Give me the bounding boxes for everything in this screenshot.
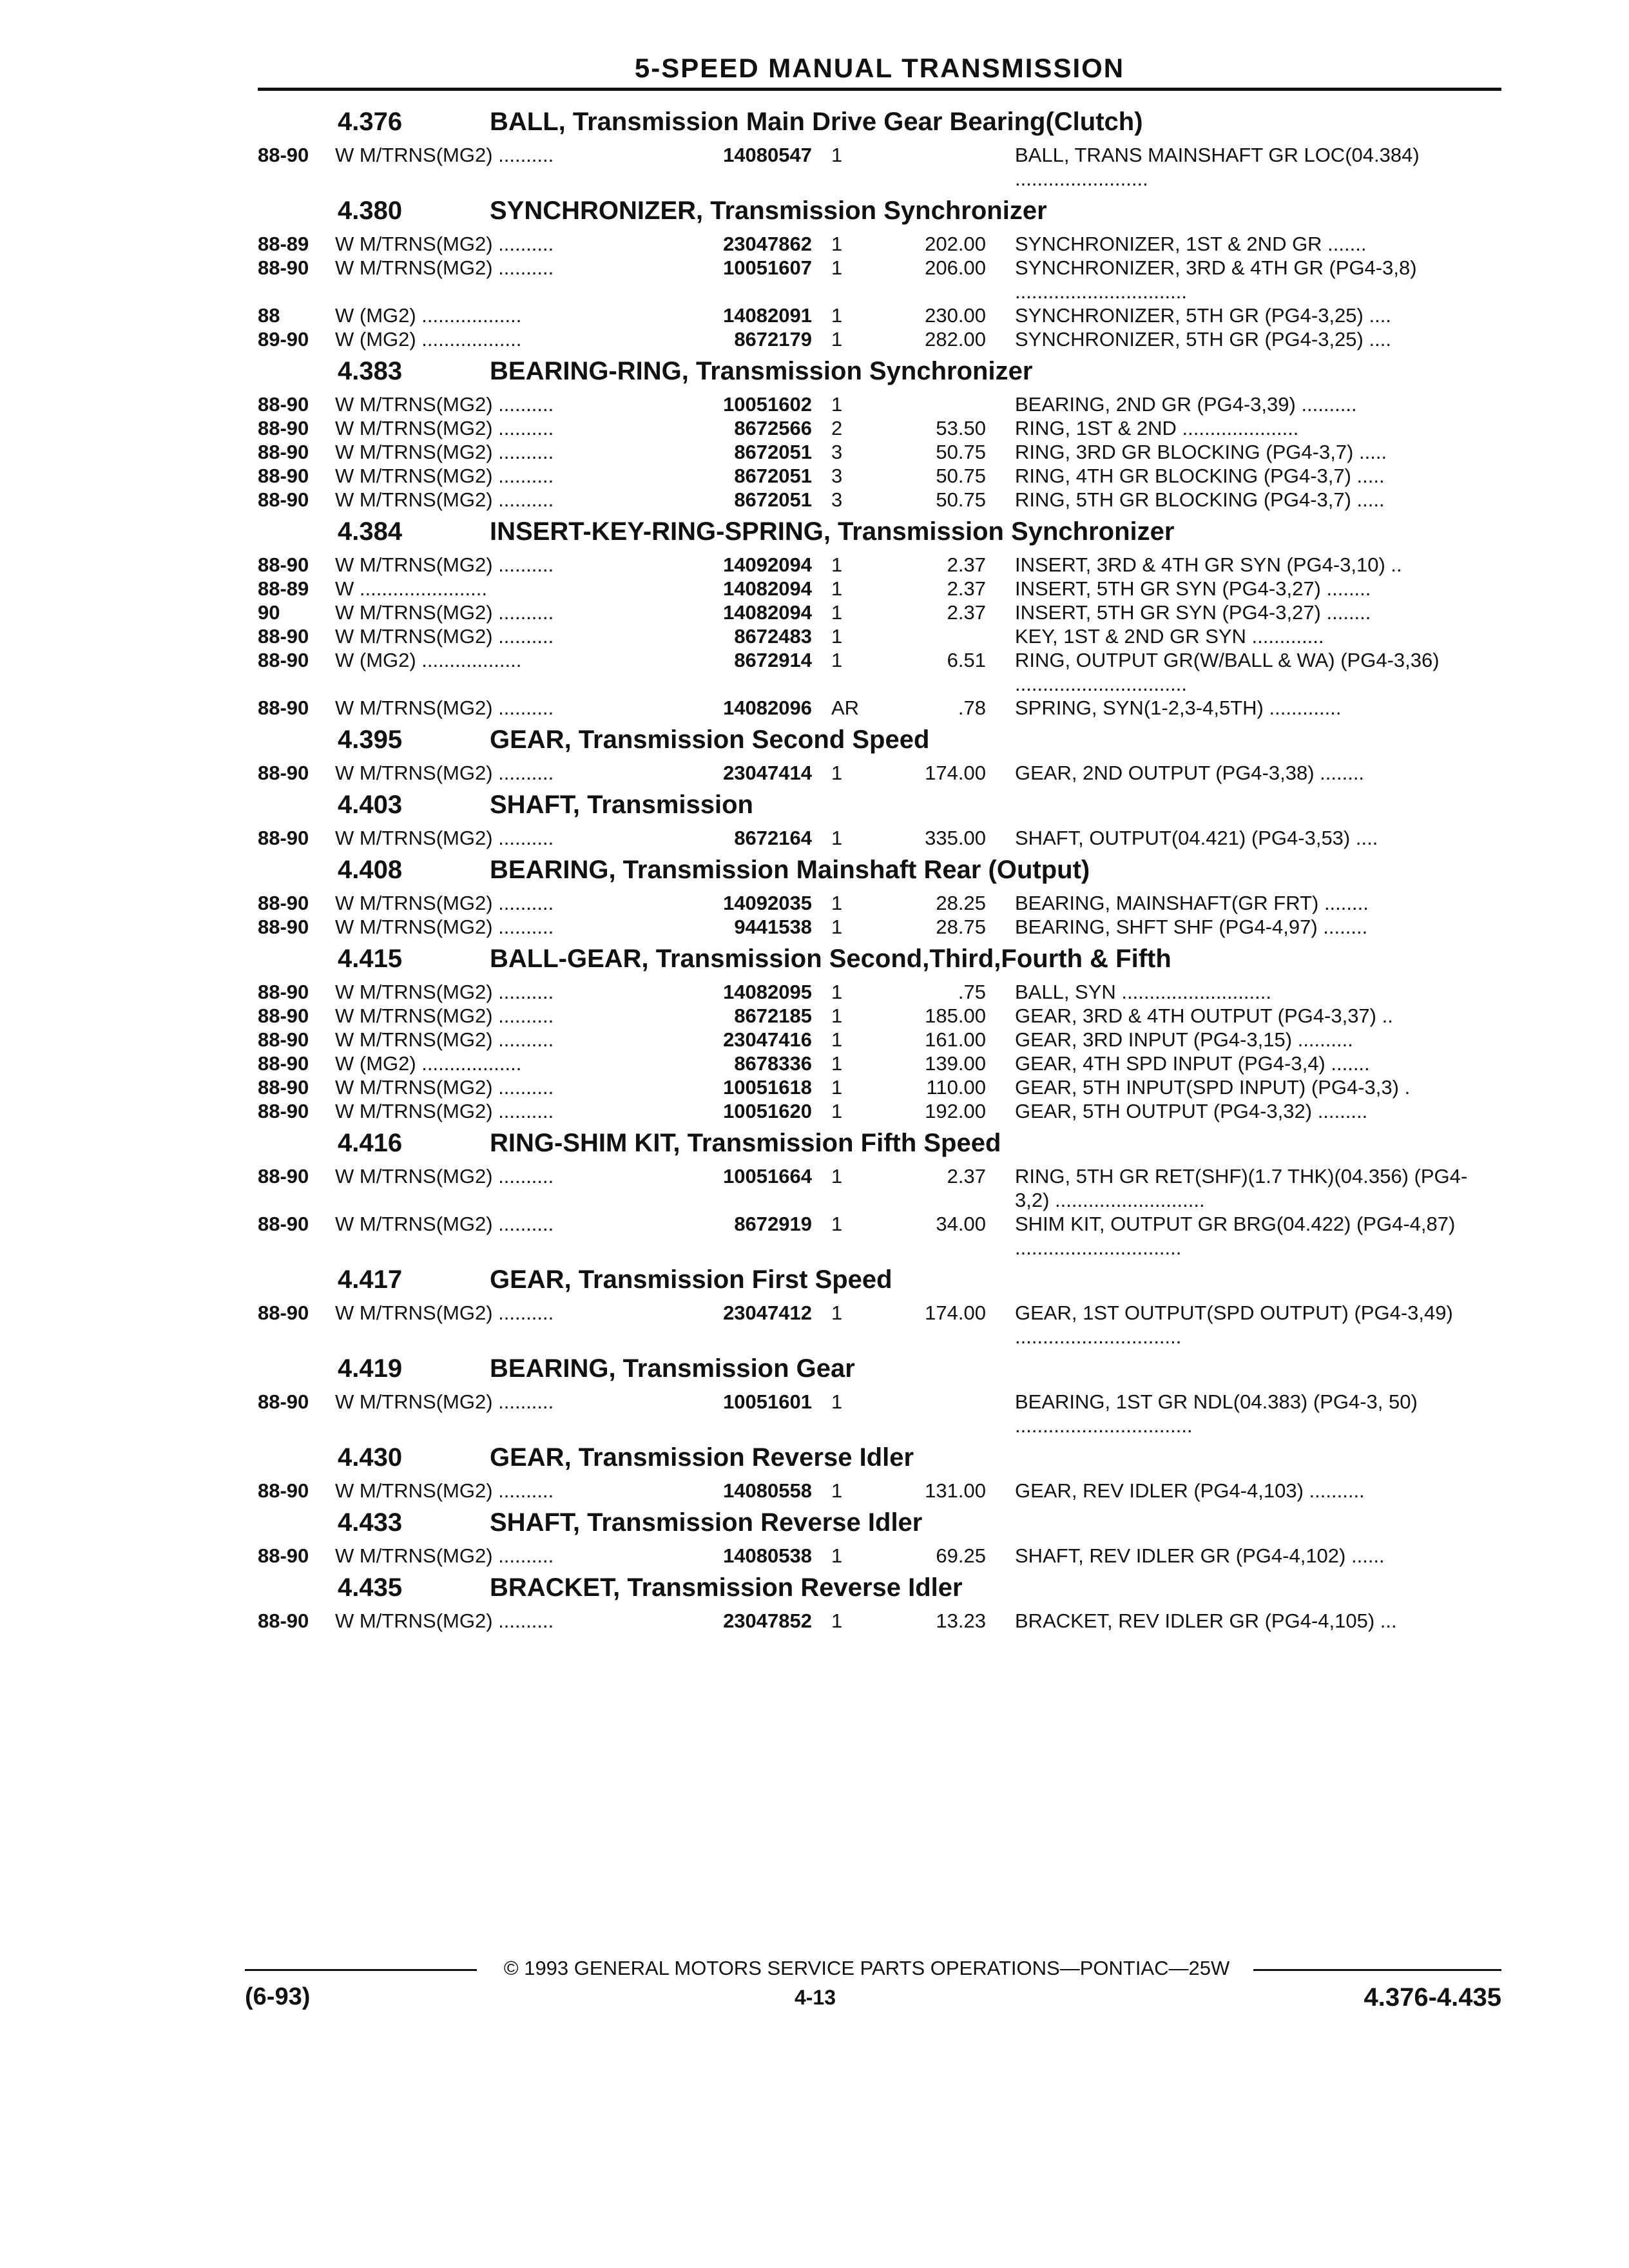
part-description: GEAR, 2ND OUTPUT (PG4-3,38) ........ [1015,762,1365,784]
part-row [258,464,1501,488]
part-years: 88-90 [258,649,309,671]
catalog-section [258,1437,1501,1503]
part-price: 69.25 [936,1544,986,1567]
section-title: GEAR, Transmission Reverse Idler [490,1443,914,1472]
part-quantity: 1 [831,1076,843,1099]
part-years: 88-90 [258,144,309,166]
part-row [258,232,1501,256]
catalog-section [258,512,1501,720]
part-row [258,915,1501,939]
section-number: 4.395 [338,726,403,754]
part-number: 8672919 [734,1213,812,1235]
part-row [258,392,1501,416]
part-model: W M/TRNS(MG2) .......... [335,981,554,1003]
part-quantity: 1 [831,1610,843,1632]
part-number: 8672914 [734,649,812,671]
part-row [258,1390,1501,1437]
part-description: INSERT, 5TH GR SYN (PG4-3,27) ........ [1015,577,1371,600]
section-number: 4.416 [338,1129,403,1157]
part-quantity: 2 [831,417,843,439]
part-quantity: 1 [831,577,843,600]
footer-date-code: (6-93) [245,1983,311,2010]
part-row [258,761,1501,785]
catalog-section [258,1260,1501,1349]
part-number: 14080538 [723,1544,812,1567]
part-quantity: 1 [831,1544,843,1567]
part-model: W M/TRNS(MG2) .......... [335,393,554,416]
part-quantity: 1 [831,1479,843,1502]
part-row [258,624,1501,648]
section-title: BEARING, Transmission Mainshaft Rear (Output) [490,856,1090,884]
part-number: 8672566 [734,417,812,439]
part-years: 88-90 [258,1076,309,1099]
part-row [258,1609,1501,1633]
part-price: 2.37 [947,577,986,600]
part-price: .78 [958,697,986,719]
part-quantity: 1 [831,1213,843,1235]
part-number: 14082091 [723,304,812,327]
section-number: 4.383 [338,357,403,385]
catalog-section [258,939,1501,1123]
part-price: 110.00 [926,1076,986,1099]
section-title: GEAR, Transmission First Speed [490,1265,892,1294]
part-row [258,1301,1501,1349]
part-quantity: 3 [831,441,843,463]
part-description: SYNCHRONIZER, 3RD & 4TH GR (PG4-3,8) ............................... [1015,256,1417,303]
part-number: 8672051 [734,488,812,511]
part-model: W M/TRNS(MG2) .......... [335,827,554,849]
part-row [258,1028,1501,1052]
part-row [258,327,1501,351]
part-row [258,601,1501,624]
part-price: 202.00 [925,233,986,255]
part-model: W M/TRNS(MG2) .......... [335,553,554,576]
part-quantity: 1 [831,1052,843,1075]
part-price: 192.00 [925,1100,986,1122]
part-row [258,1479,1501,1503]
part-row [258,416,1501,440]
part-number: 23047414 [723,762,812,784]
part-years: 88-90 [258,1213,309,1235]
catalog-section [258,720,1501,785]
section-heading [258,939,1501,980]
part-years: 88-90 [258,553,309,576]
part-row [258,440,1501,464]
part-number: 23047862 [723,233,812,255]
part-quantity: 1 [831,553,843,576]
part-number: 8672051 [734,465,812,487]
part-number: 14080558 [723,1479,812,1502]
part-row [258,1099,1501,1123]
part-years: 88-90 [258,393,309,416]
section-heading [258,1503,1501,1544]
part-row [258,648,1501,696]
part-model: W M/TRNS(MG2) .......... [335,256,554,279]
catalog-section [258,785,1501,850]
part-model: W M/TRNS(MG2) .......... [335,417,554,439]
part-years: 90 [258,601,280,624]
part-quantity: 1 [831,328,843,351]
part-description: BEARING, 2ND GR (PG4-3,39) .......... [1015,393,1357,416]
part-price: 185.00 [925,1004,986,1027]
part-description: RING, 3RD GR BLOCKING (PG4-3,7) ..... [1015,441,1387,463]
part-price: 28.75 [936,916,986,938]
part-model: W M/TRNS(MG2) .......... [335,465,554,487]
part-number: 8672164 [734,827,812,849]
part-row [258,143,1501,191]
section-number: 4.417 [338,1265,403,1294]
section-heading [258,1123,1501,1164]
part-price: 161.00 [925,1028,986,1051]
footer-page-number: 4-13 [794,1986,836,2009]
part-model: W (MG2) .................. [335,328,522,351]
part-price: 34.00 [936,1213,986,1235]
part-model: W M/TRNS(MG2) .......... [335,1390,554,1413]
part-row [258,1212,1501,1260]
section-title: INSERT-KEY-RING-SPRING, Transmission Synchronizer [490,517,1175,546]
part-description: BEARING, MAINSHAFT(GR FRT) ........ [1015,892,1369,914]
section-number: 4.408 [338,856,403,884]
footer-range: 4.376-4.435 [1364,1983,1501,2012]
part-description: GEAR, 5TH OUTPUT (PG4-3,32) ......... [1015,1100,1368,1122]
part-row [258,1004,1501,1028]
part-quantity: 1 [831,233,843,255]
part-model: W M/TRNS(MG2) .......... [335,697,554,719]
part-model: W M/TRNS(MG2) .......... [335,1100,554,1122]
part-number: 23047852 [723,1610,812,1632]
section-number: 4.384 [338,517,403,546]
catalog-section [258,102,1501,191]
part-quantity: 1 [831,916,843,938]
part-quantity: 1 [831,256,843,279]
part-years: 88-90 [258,1479,309,1502]
catalog-section [258,191,1501,351]
section-heading [258,351,1501,392]
part-row [258,696,1501,720]
part-row [258,256,1501,303]
part-description: GEAR, 5TH INPUT(SPD INPUT) (PG4-3,3) . [1015,1076,1411,1099]
part-quantity: 1 [831,827,843,849]
part-years: 88-89 [258,233,309,255]
part-number: 14080547 [723,144,812,166]
part-model: W M/TRNS(MG2) .......... [335,1479,554,1502]
header-rule [258,88,1501,91]
section-heading [258,850,1501,891]
catalog-section [258,850,1501,939]
section-number: 4.376 [338,108,403,136]
section-title: BALL-GEAR, Transmission Second,Third,Fourth & Fifth [490,945,1171,973]
part-price: 206.00 [925,256,986,279]
part-years: 88-90 [258,1390,309,1413]
part-years: 88-90 [258,488,309,511]
part-number: 8672483 [734,625,812,648]
section-number: 4.433 [338,1508,403,1537]
part-years: 88-90 [258,625,309,648]
part-description: KEY, 1ST & 2ND GR SYN ............. [1015,625,1324,648]
part-number: 10051620 [723,1100,812,1122]
part-years: 88-90 [258,256,309,279]
part-row [258,1544,1501,1568]
part-row [258,891,1501,915]
section-title: SHAFT, Transmission Reverse Idler [490,1508,923,1537]
part-price: .75 [958,981,986,1003]
part-model: W M/TRNS(MG2) .......... [335,916,554,938]
part-quantity: AR [831,697,860,719]
part-row [258,303,1501,327]
part-quantity: 1 [831,393,843,416]
section-title: BEARING-RING, Transmission Synchronizer [490,357,1033,385]
part-model: W M/TRNS(MG2) .......... [335,488,554,511]
section-title: BRACKET, Transmission Reverse Idler [490,1573,963,1602]
part-description: SHIM KIT, OUTPUT GR BRG(04.422) (PG4-4,87) .............................. [1015,1213,1456,1259]
part-price: 28.25 [936,892,986,914]
part-quantity: 3 [831,488,843,511]
part-model: W M/TRNS(MG2) .......... [335,1165,554,1187]
part-model: W (MG2) .................. [335,649,522,671]
section-title: BEARING, Transmission Gear [490,1354,855,1383]
part-number: 14092094 [723,553,812,576]
part-description: GEAR, 3RD INPUT (PG4-3,15) .......... [1015,1028,1353,1051]
part-description: INSERT, 3RD & 4TH GR SYN (PG4-3,10) .. [1015,553,1402,576]
part-description: SYNCHRONIZER, 1ST & 2ND GR ....... [1015,233,1367,255]
part-number: 8678336 [734,1052,812,1075]
part-description: BRACKET, REV IDLER GR (PG4-4,105) ... [1015,1610,1397,1632]
part-price: 6.51 [947,649,986,671]
part-price: 131.00 [925,1479,986,1502]
part-number: 8672179 [734,328,812,351]
part-model: W M/TRNS(MG2) .......... [335,144,554,166]
section-title: SYNCHRONIZER, Transmission Synchronizer [490,197,1047,225]
part-years: 88-90 [258,441,309,463]
section-heading [258,191,1501,232]
part-model: W M/TRNS(MG2) .......... [335,1610,554,1632]
part-quantity: 1 [831,1100,843,1122]
part-model: W M/TRNS(MG2) .......... [335,1544,554,1567]
part-model: W M/TRNS(MG2) .......... [335,1302,554,1324]
footer-rule-right [1253,1969,1501,1971]
part-quantity: 1 [831,625,843,648]
footer-rule-left [245,1969,477,1971]
part-description: BEARING, 1ST GR NDL(04.383) (PG4-3, 50) ................................ [1015,1390,1418,1437]
part-model: W M/TRNS(MG2) .......... [335,1213,554,1235]
section-number: 4.415 [338,945,403,973]
part-number: 9441538 [734,916,812,938]
part-description: SHAFT, REV IDLER GR (PG4-4,102) ...... [1015,1544,1385,1567]
part-row [258,577,1501,601]
part-number: 14082096 [723,697,812,719]
part-description: SYNCHRONIZER, 5TH GR (PG4-3,25) .... [1015,304,1391,327]
section-number: 4.403 [338,791,403,819]
part-quantity: 3 [831,465,843,487]
section-title: RING-SHIM KIT, Transmission Fifth Speed [490,1129,1001,1157]
part-quantity: 1 [831,649,843,671]
part-years: 88-90 [258,916,309,938]
part-price: 174.00 [925,1302,986,1324]
part-years: 88-90 [258,1302,309,1324]
part-number: 10051618 [723,1076,812,1099]
catalog-section [258,1503,1501,1568]
part-row [258,1164,1501,1212]
part-price: 335.00 [925,827,986,849]
part-model: W M/TRNS(MG2) .......... [335,892,554,914]
catalog-section [258,1568,1501,1633]
part-model: W M/TRNS(MG2) .......... [335,233,554,255]
part-years: 89-90 [258,328,309,351]
part-price: 282.00 [925,328,986,351]
part-description: GEAR, 3RD & 4TH OUTPUT (PG4-3,37) .. [1015,1004,1393,1027]
part-price: 53.50 [936,417,986,439]
part-years: 88-90 [258,1004,309,1027]
part-number: 14082094 [723,577,812,600]
part-price: 2.37 [947,553,986,576]
catalog-section [258,1123,1501,1260]
part-price: 13.23 [936,1610,986,1632]
part-description: RING, 4TH GR BLOCKING (PG4-3,7) ..... [1015,465,1385,487]
part-price: 50.75 [936,441,986,463]
part-model: W (MG2) .................. [335,304,522,327]
part-price: 139.00 [925,1052,986,1075]
part-years: 88-90 [258,981,309,1003]
part-number: 14082094 [723,601,812,624]
section-heading [258,1568,1501,1609]
part-model: W (MG2) .................. [335,1052,522,1075]
section-heading [258,1260,1501,1301]
section-heading [258,785,1501,826]
part-model: W M/TRNS(MG2) .......... [335,1004,554,1027]
part-price: 230.00 [925,304,986,327]
part-years: 88-89 [258,577,309,600]
part-description: RING, 5TH GR RET(SHF)(1.7 THK)(04.356) (PG4-3,2) ........................... [1015,1165,1468,1211]
part-number: 23047416 [723,1028,812,1051]
part-row [258,488,1501,512]
part-years: 88-90 [258,762,309,784]
part-quantity: 1 [831,1302,843,1324]
part-description: GEAR, REV IDLER (PG4-4,103) .......... [1015,1479,1365,1502]
part-quantity: 1 [831,981,843,1003]
part-number: 10051601 [723,1390,812,1413]
part-years: 88-90 [258,827,309,849]
part-years: 88-90 [258,1544,309,1567]
part-row [258,980,1501,1004]
part-model: W M/TRNS(MG2) .......... [335,762,554,784]
part-description: GEAR, 1ST OUTPUT(SPD OUTPUT) (PG4-3,49) .............................. [1015,1302,1453,1348]
part-quantity: 1 [831,601,843,624]
part-description: RING, OUTPUT GR(W/BALL & WA) (PG4-3,36) ............................... [1015,649,1440,695]
part-quantity: 1 [831,1390,843,1413]
part-price: 2.37 [947,1165,986,1187]
part-years: 88-90 [258,1610,309,1632]
section-heading [258,512,1501,553]
part-description: BEARING, SHFT SHF (PG4-4,97) ........ [1015,916,1368,938]
part-description: SHAFT, OUTPUT(04.421) (PG4-3,53) .... [1015,827,1378,849]
section-heading [258,1349,1501,1390]
section-number: 4.380 [338,197,403,225]
part-years: 88-90 [258,1100,309,1122]
part-quantity: 1 [831,304,843,327]
part-row [258,826,1501,850]
section-title: GEAR, Transmission Second Speed [490,726,930,754]
section-heading [258,102,1501,143]
part-number: 8672051 [734,441,812,463]
section-heading [258,720,1501,761]
part-years: 88 [258,304,280,327]
part-years: 88-90 [258,417,309,439]
footer-copyright: © 1993 GENERAL MOTORS SERVICE PARTS OPERATIONS—PONTIAC—25W [503,1957,1230,1979]
part-years: 88-90 [258,465,309,487]
part-model: W M/TRNS(MG2) .......... [335,625,554,648]
section-number: 4.419 [338,1354,403,1383]
page-title: 5-SPEED MANUAL TRANSMISSION [634,53,1125,83]
part-number: 10051607 [723,256,812,279]
part-row [258,553,1501,577]
part-years: 88-90 [258,892,309,914]
catalog-section [258,1349,1501,1437]
part-model: W M/TRNS(MG2) .......... [335,1028,554,1051]
part-price: 2.37 [947,601,986,624]
part-description: BALL, SYN ........................... [1015,981,1271,1003]
part-quantity: 1 [831,1004,843,1027]
section-title: SHAFT, Transmission [490,791,753,819]
part-years: 88-90 [258,1028,309,1051]
part-model: W M/TRNS(MG2) .......... [335,441,554,463]
part-price: 50.75 [936,488,986,511]
part-years: 88-90 [258,1052,309,1075]
section-number: 4.435 [338,1573,403,1602]
part-description: RING, 5TH GR BLOCKING (PG4-3,7) ..... [1015,488,1385,511]
part-price: 50.75 [936,465,986,487]
part-description: RING, 1ST & 2ND ..................... [1015,417,1299,439]
part-description: SYNCHRONIZER, 5TH GR (PG4-3,25) .... [1015,328,1391,351]
part-number: 8672185 [734,1004,812,1027]
part-number: 14082095 [723,981,812,1003]
part-years: 88-90 [258,1165,309,1187]
part-quantity: 1 [831,144,843,166]
part-quantity: 1 [831,1165,843,1187]
part-model: W M/TRNS(MG2) .......... [335,601,554,624]
part-quantity: 1 [831,762,843,784]
part-number: 23047412 [723,1302,812,1324]
part-description: SPRING, SYN(1-2,3-4,5TH) ............. [1015,697,1342,719]
part-quantity: 1 [831,892,843,914]
part-number: 14092035 [723,892,812,914]
part-description: GEAR, 4TH SPD INPUT (PG4-3,4) ....... [1015,1052,1370,1075]
part-years: 88-90 [258,697,309,719]
part-number: 10051602 [723,393,812,416]
part-price: 174.00 [925,762,986,784]
part-number: 10051664 [723,1165,812,1187]
part-model: W ....................... [335,577,487,600]
part-description: BALL, TRANS MAINSHAFT GR LOC(04.384) ........................ [1015,144,1420,190]
part-quantity: 1 [831,1028,843,1051]
catalog-section [258,351,1501,512]
part-description: INSERT, 5TH GR SYN (PG4-3,27) ........ [1015,601,1371,624]
section-title: BALL, Transmission Main Drive Gear Bearing(Clutch) [490,108,1143,136]
section-number: 4.430 [338,1443,403,1472]
parts-list [258,102,1501,1633]
part-model: W M/TRNS(MG2) .......... [335,1076,554,1099]
section-heading [258,1437,1501,1479]
part-row [258,1052,1501,1075]
part-row [258,1075,1501,1099]
